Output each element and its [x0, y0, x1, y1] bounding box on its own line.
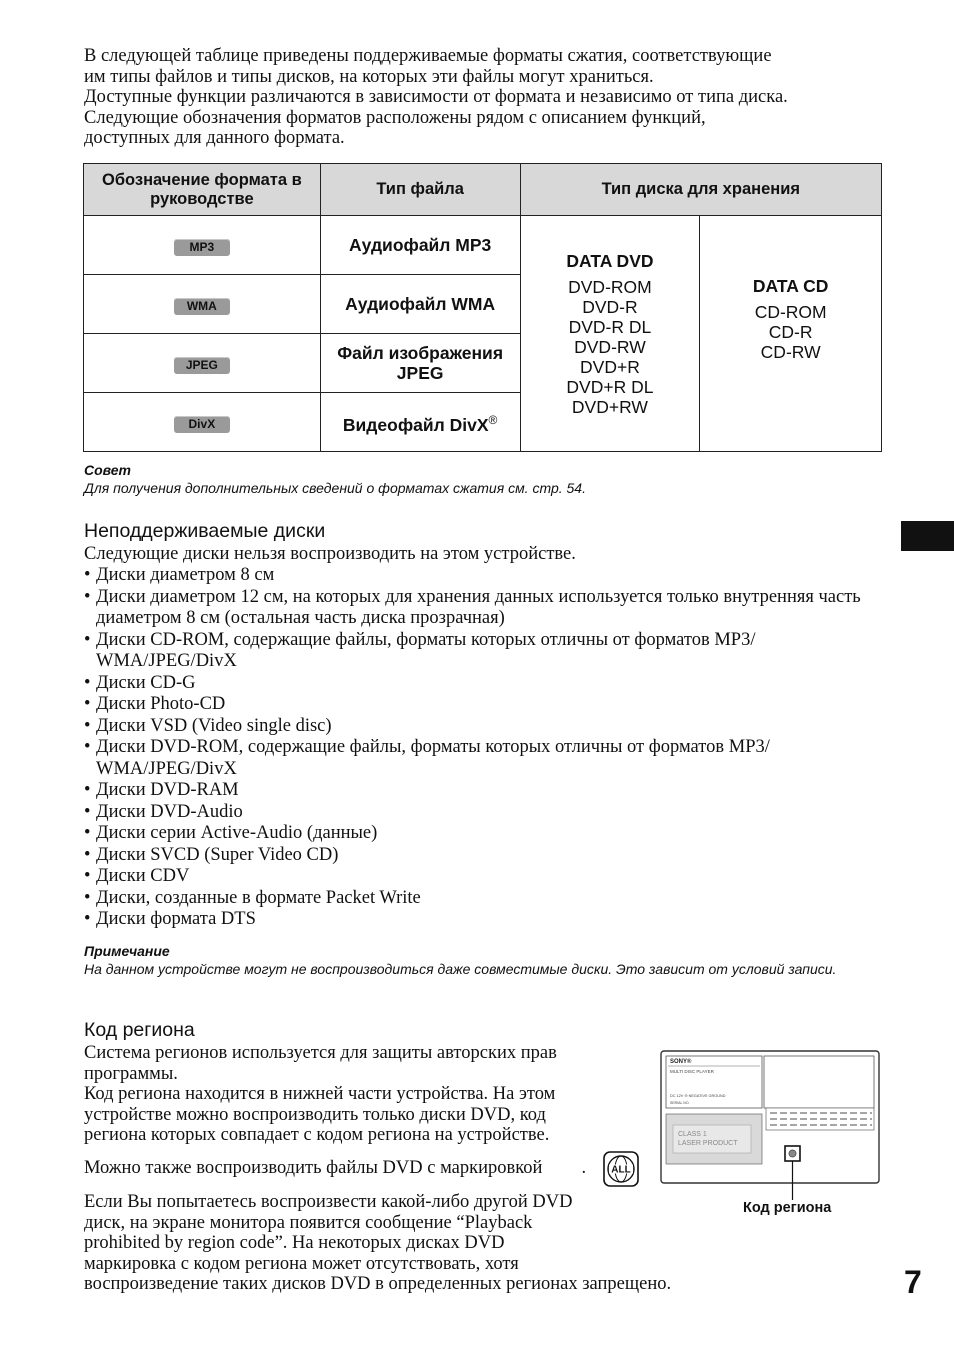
region-paragraphs: [84, 1043, 664, 1178]
region-line: prohibited by region code”. На некоторых дисках DVD: [84, 1233, 505, 1253]
region-heading: Код региона: [84, 1019, 195, 1041]
note-block: [84, 942, 884, 978]
list-item: • Диски VSD (Video single disc): [84, 716, 884, 738]
dvd-item: DVD-ROM: [568, 276, 652, 297]
tip-text: Для получения дополнительных сведений о форматах сжатия см. стр. 54.: [84, 480, 586, 496]
region-line: [84, 1158, 664, 1179]
region-line: Система регионов используется для защиты авторских прав: [84, 1043, 557, 1063]
dvd-title: DATA DVD: [566, 250, 654, 271]
dvd-cell: [520, 216, 700, 452]
intro-paragraph: [84, 46, 894, 149]
label-power: DC 12V ⊖ NEGATIVE GROUND: [670, 1094, 726, 1098]
label-class2: LASER PRODUCT: [678, 1140, 738, 1147]
format-badge-wma: WMA: [174, 298, 230, 315]
cd-item: CD-ROM: [754, 301, 827, 322]
file-type-cell: Файл изображения JPEG: [320, 334, 520, 393]
header-file-type: Тип файла: [320, 164, 520, 216]
unsupported-heading: Неподдерживаемые диски: [84, 520, 326, 542]
format-badge-divx: DivX: [174, 416, 230, 433]
region-line: Код региона находится в нижней части устройства. На этом: [84, 1084, 556, 1104]
dvd-item: DVD-RW: [574, 336, 646, 357]
dvd-item: DVD+R DL: [566, 376, 654, 397]
note-heading: Примечание: [84, 943, 170, 959]
device-bottom-illustration: [660, 1050, 880, 1184]
cd-title: DATA CD: [752, 275, 829, 296]
format-badge-mp3: MP3: [174, 239, 230, 256]
list-item: • Диски DVD-ROM, содержащие файлы, форматы которых отличны от форматов MP3/ WMA/JPEG/DivX: [84, 737, 884, 780]
list-item: • Диски диаметром 12 см, на которых для хранения данных используется только внутренняя часть диаметром 8 см (остальная часть диска прозрачная): [84, 587, 884, 630]
list-item: • Диски CD-ROM, содержащие файлы, форматы которых отличны от форматов MP3/ WMA/JPEG/DivX: [84, 630, 884, 673]
intro-line: доступных для данного формата.: [84, 128, 345, 148]
list-item: • Диски серии Active-Audio (данные): [84, 823, 884, 845]
intro-line: им типы файлов и типы дисков, на которых эти файлы могут храниться.: [84, 66, 654, 87]
caption-leader-line: [791, 1184, 795, 1200]
cd-cell: [700, 216, 882, 452]
formats-table: [83, 163, 882, 452]
format-cell: [84, 334, 321, 393]
table-header-row: [84, 164, 882, 216]
page-number: 7: [904, 1264, 922, 1300]
format-cell: [84, 275, 321, 334]
file-type-text: Видеофайл DivX: [342, 414, 489, 435]
file-type-cell: Аудиофайл WMA: [320, 275, 520, 334]
format-cell: [84, 216, 321, 275]
tip-block: [84, 461, 894, 497]
list-item: • Диски DVD-Audio: [84, 802, 884, 824]
region-line: региона которых совпадает с кодом региона на устройстве.: [84, 1125, 550, 1145]
label-model: MULTI DISC PLAYER: [670, 1069, 714, 1074]
dvd-item: DVD+R: [580, 356, 640, 377]
tip-heading: Совет: [84, 462, 132, 478]
list-item: • Диски CDV: [84, 866, 884, 888]
dvd-item: DVD-R DL: [568, 316, 652, 337]
region-line: диск, на экране монитора появится сообщение “Playback: [84, 1212, 533, 1233]
region-line: устройстве можно воспроизводить только диски DVD, код: [84, 1104, 546, 1125]
region-period: .: [581, 1157, 587, 1178]
label-serial: SERIAL NO.: [670, 1101, 690, 1105]
region-line: воспроизведение таких дисков DVD в определенных регионах запрещено.: [84, 1274, 672, 1294]
intro-line: Следующие обозначения форматов расположены рядом с описанием функций,: [84, 107, 706, 128]
list-item: • Диски формата DTS: [84, 909, 884, 931]
cd-item: CD-R: [768, 321, 813, 342]
list-item: • Диски Photo-CD: [84, 694, 884, 716]
intro-line: Доступные функции различаются в зависимости от формата и независимо от типа диска.: [84, 87, 788, 107]
unsupported-list: [84, 565, 884, 931]
dvd-item: DVD-R: [582, 296, 638, 317]
registered-mark: ®: [488, 412, 498, 427]
label-brand: SONY®: [670, 1059, 692, 1065]
all-mark-text: ALL: [611, 1164, 631, 1176]
format-cell: [84, 393, 321, 452]
list-item: • Диски диаметром 8 см: [84, 565, 884, 587]
list-item: • Диски, созданные в формате Packet Write: [84, 888, 884, 910]
list-item: • Диски SVCD (Super Video CD): [84, 845, 884, 867]
header-format: Обозначение формата в руководстве: [84, 164, 321, 216]
section-tab-marker: [901, 521, 954, 551]
region-all-icon: [603, 1151, 639, 1187]
cd-item: CD-RW: [760, 341, 821, 362]
file-type-cell: [320, 393, 520, 452]
header-disc-type: Тип диска для хранения: [520, 164, 881, 216]
format-badge-jpeg: JPEG: [174, 357, 230, 374]
intro-line: В следующей таблице приведены поддерживаемые форматы сжатия, соответствующие: [84, 46, 772, 66]
file-type-cell: Аудиофайл MP3: [320, 216, 520, 275]
region-warning: [84, 1192, 784, 1295]
region-line: маркировка с кодом региона может отсутствовать, хотя: [84, 1253, 519, 1274]
table-row: [84, 216, 882, 275]
list-item: • Диски CD-G: [84, 673, 884, 695]
dvd-item: DVD+RW: [571, 396, 648, 417]
label-class1: CLASS 1: [678, 1131, 707, 1138]
region-all-text: Можно также воспроизводить файлы DVD с маркировкой: [84, 1157, 543, 1178]
region-line: Если Вы попытаетесь воспроизвести какой-либо другой DVD: [84, 1192, 573, 1212]
list-item: • Диски DVD-RAM: [84, 780, 884, 802]
unsupported-intro: Следующие диски нельзя воспроизводить на этом устройстве.: [84, 544, 576, 564]
note-text: На данном устройстве могут не воспроизводиться даже совместимые диски. Это зависит от условий записи.: [84, 961, 837, 977]
region-code-caption: Код региона: [743, 1200, 832, 1216]
region-line: программы.: [84, 1063, 178, 1084]
